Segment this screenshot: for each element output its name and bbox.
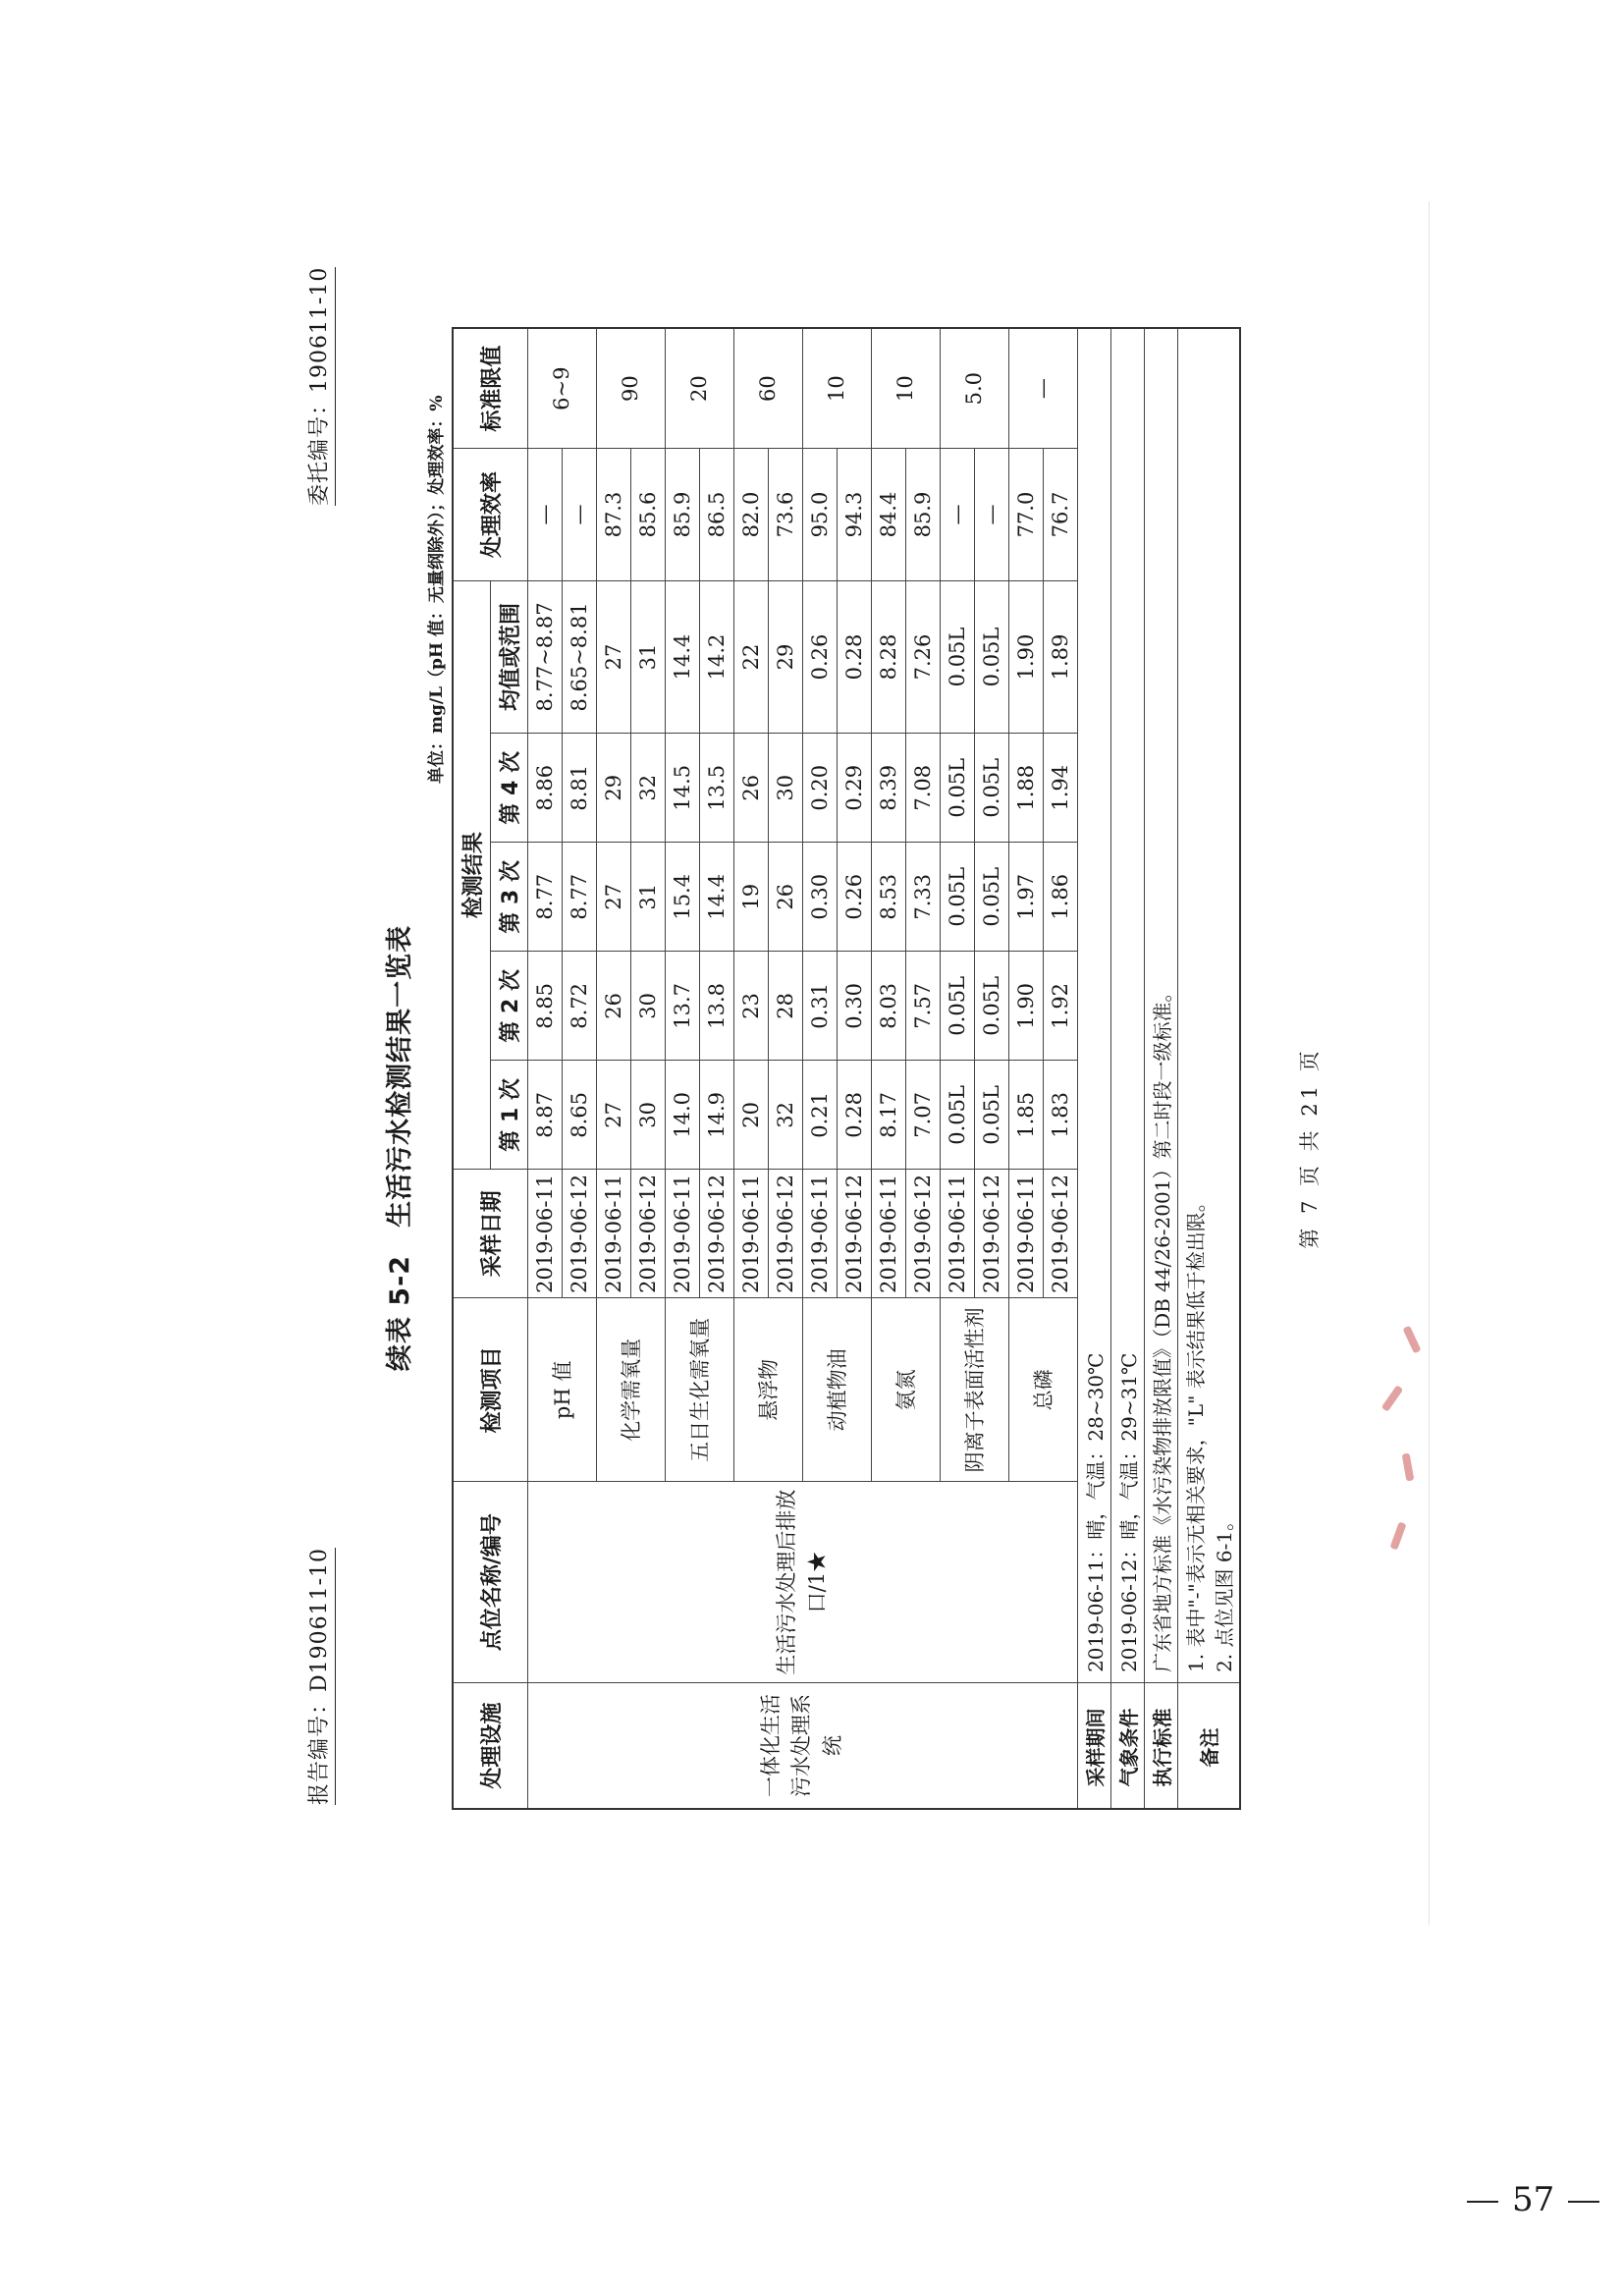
date-cell: 2019-06-11 (733, 1170, 768, 1298)
date-cell: 2019-06-12 (974, 1170, 1008, 1298)
result-2-cell: 13.8 (699, 952, 733, 1061)
facility-cell: 一体化生活污水处理系统 (527, 1682, 1077, 1809)
result-2-cell: 1.92 (1043, 952, 1077, 1061)
result-2-cell: 8.85 (527, 952, 562, 1061)
result-1-cell: 32 (768, 1061, 802, 1170)
item-name-cell: 动植物油 (802, 1298, 871, 1482)
result-2-cell: 0.05L (974, 952, 1008, 1061)
dash-right (1568, 2201, 1599, 2203)
efficiency-cell: — (974, 449, 1008, 580)
remark-line-1: 1. 表中"-"表示无相关要求，"L" 表示结果低于检出限。 (1183, 1192, 1208, 1672)
result-2-cell: 26 (596, 952, 630, 1061)
efficiency-cell: 87.3 (596, 449, 630, 580)
result-4-cell: 26 (733, 734, 768, 843)
results-table (452, 327, 1241, 1810)
result-1-cell: 1.83 (1043, 1061, 1077, 1170)
efficiency-cell: 73.6 (768, 449, 802, 580)
date-cell: 2019-06-11 (940, 1170, 974, 1298)
result-1-cell: 14.9 (699, 1061, 733, 1170)
result-4-cell: 0.29 (837, 734, 871, 843)
result-3-cell: 15.4 (665, 843, 699, 952)
result-3-cell: 0.30 (802, 843, 837, 952)
average-cell: 22 (733, 580, 768, 733)
average-cell: 27 (596, 580, 630, 733)
result-4-cell: 1.94 (1043, 734, 1077, 843)
table-title: 续表 5-2 生活污水检测结果一览表 (385, 924, 415, 1372)
efficiency-cell: — (940, 449, 974, 580)
result-1-cell: 8.87 (527, 1061, 562, 1170)
result-2-cell: 28 (768, 952, 802, 1061)
average-cell: 14.4 (665, 580, 699, 733)
result-3-cell: 0.26 (837, 843, 871, 952)
average-cell: 0.05L (974, 580, 1008, 733)
header-point: 点位名称/编号 (453, 1482, 527, 1683)
item-name-cell: 悬浮物 (733, 1298, 802, 1482)
efficiency-cell: 85.6 (630, 449, 665, 580)
result-2-cell: 0.05L (940, 952, 974, 1061)
remark-label: 备注 (1177, 1682, 1240, 1809)
average-cell: 0.26 (802, 580, 837, 733)
average-cell: 8.28 (871, 580, 905, 733)
date-cell: 2019-06-12 (1043, 1170, 1077, 1298)
result-3-cell: 8.77 (562, 843, 596, 952)
limit-cell: 60 (733, 328, 802, 449)
weather-line-1: 2019-06-11：晴，气温：28~30℃ (1077, 328, 1110, 1682)
page-footer: 第 7 页 共 21 页 (1298, 1047, 1322, 1249)
limit-cell: 10 (871, 328, 940, 449)
efficiency-cell: 84.4 (871, 449, 905, 580)
remark-text (1177, 328, 1240, 1682)
page-number (1453, 2180, 1613, 2219)
header-avg: 均值或范围 (490, 580, 527, 733)
weather-line-2: 2019-06-12：晴，气温：29~31℃ (1110, 328, 1144, 1682)
result-3-cell: 27 (596, 843, 630, 952)
average-cell: 31 (630, 580, 665, 733)
report-number: 报告编号：D190611-10 (302, 1548, 336, 1805)
result-3-cell: 26 (768, 843, 802, 952)
date-cell: 2019-06-11 (802, 1170, 837, 1298)
result-2-cell: 1.90 (1008, 952, 1043, 1061)
date-cell: 2019-06-11 (1008, 1170, 1043, 1298)
efficiency-cell: 85.9 (665, 449, 699, 580)
average-cell: 1.90 (1008, 580, 1043, 733)
result-1-cell: 30 (630, 1061, 665, 1170)
result-2-cell: 7.57 (905, 952, 940, 1061)
result-3-cell: 14.4 (699, 843, 733, 952)
limit-cell: 10 (802, 328, 871, 449)
result-4-cell: 0.20 (802, 734, 837, 843)
result-3-cell: 8.53 (871, 843, 905, 952)
date-cell: 2019-06-12 (837, 1170, 871, 1298)
date-cell: 2019-06-11 (596, 1170, 630, 1298)
average-cell: 29 (768, 580, 802, 733)
dash-left (1467, 2201, 1498, 2203)
item-name-cell: 化学需氧量 (596, 1298, 665, 1482)
result-3-cell: 7.33 (905, 843, 940, 952)
standard-label: 执行标准 (1144, 1682, 1177, 1809)
result-1-cell: 0.05L (974, 1061, 1008, 1170)
header-efficiency: 处理效率 (453, 449, 527, 580)
result-2-cell: 8.03 (871, 952, 905, 1061)
efficiency-cell: 77.0 (1008, 449, 1043, 580)
average-cell: 0.05L (940, 580, 974, 733)
result-2-cell: 0.31 (802, 952, 837, 1061)
efficiency-cell: — (562, 449, 596, 580)
result-4-cell: 13.5 (699, 734, 733, 843)
limit-cell: 6~9 (527, 328, 596, 449)
limit-cell: 20 (665, 328, 733, 449)
weather-label: 气象条件 (1110, 1682, 1144, 1809)
result-4-cell: 32 (630, 734, 665, 843)
results-body (527, 328, 1077, 1809)
limit-cell: 5.0 (940, 328, 1008, 449)
efficiency-cell: 76.7 (1043, 449, 1077, 580)
date-cell: 2019-06-12 (905, 1170, 940, 1298)
header-date: 采样日期 (453, 1170, 527, 1298)
result-3-cell: 8.77 (527, 843, 562, 952)
date-cell: 2019-06-12 (768, 1170, 802, 1298)
result-4-cell: 8.81 (562, 734, 596, 843)
page-number-value: 57 (1512, 2180, 1555, 2219)
header-n1: 第 1 次 (490, 1061, 527, 1170)
result-4-cell: 0.05L (940, 734, 974, 843)
result-1-cell: 7.07 (905, 1061, 940, 1170)
result-1-cell: 8.65 (562, 1061, 596, 1170)
remark-line-2: 2. 点位见图 6-1。 (1212, 1510, 1236, 1672)
result-3-cell: 19 (733, 843, 768, 952)
result-4-cell: 0.05L (974, 734, 1008, 843)
limit-cell: — (1008, 328, 1077, 449)
limit-cell: 90 (596, 328, 665, 449)
point-cell: 生活污水处理后排放口/1★ (527, 1482, 1077, 1683)
result-3-cell: 0.05L (974, 843, 1008, 952)
header-item: 检测项目 (453, 1298, 527, 1482)
item-name-cell: 阴离子表面活性剂 (940, 1298, 1008, 1482)
item-name-cell: 五日生化需氧量 (665, 1298, 733, 1482)
average-cell: 8.77~8.87 (527, 580, 562, 733)
result-4-cell: 7.08 (905, 734, 940, 843)
average-cell: 14.2 (699, 580, 733, 733)
result-4-cell: 29 (596, 734, 630, 843)
efficiency-cell: — (527, 449, 562, 580)
result-1-cell: 14.0 (665, 1061, 699, 1170)
date-cell: 2019-06-11 (871, 1170, 905, 1298)
header-n3: 第 3 次 (490, 843, 527, 952)
average-cell: 1.89 (1043, 580, 1077, 733)
average-cell: 7.26 (905, 580, 940, 733)
result-1-cell: 0.05L (940, 1061, 974, 1170)
date-cell: 2019-06-11 (527, 1170, 562, 1298)
result-4-cell: 1.88 (1008, 734, 1043, 843)
period-label: 采样期间 (1077, 1682, 1110, 1809)
average-cell: 8.65~8.81 (562, 580, 596, 733)
date-cell: 2019-06-12 (699, 1170, 733, 1298)
result-1-cell: 20 (733, 1061, 768, 1170)
entrust-number: 委托编号：190611-10 (302, 267, 336, 506)
result-1-cell: 0.21 (802, 1061, 837, 1170)
result-1-cell: 27 (596, 1061, 630, 1170)
efficiency-cell: 94.3 (837, 449, 871, 580)
result-1-cell: 8.17 (871, 1061, 905, 1170)
header-n4: 第 4 次 (490, 734, 527, 843)
efficiency-cell: 95.0 (802, 449, 837, 580)
result-3-cell: 31 (630, 843, 665, 952)
efficiency-cell: 82.0 (733, 449, 768, 580)
efficiency-cell: 86.5 (699, 449, 733, 580)
result-1-cell: 1.85 (1008, 1061, 1043, 1170)
result-4-cell: 30 (768, 734, 802, 843)
header-n2: 第 2 次 (490, 952, 527, 1061)
result-2-cell: 13.7 (665, 952, 699, 1061)
header-facility: 处理设施 (453, 1682, 527, 1809)
red-stamp-mark (1375, 1294, 1434, 1550)
date-cell: 2019-06-11 (665, 1170, 699, 1298)
result-1-cell: 0.28 (837, 1061, 871, 1170)
item-name-cell: 氨氮 (871, 1298, 940, 1482)
header-limit: 标准限值 (453, 328, 527, 449)
item-name-cell: 总磷 (1008, 1298, 1077, 1482)
header-results: 检测结果 (453, 580, 490, 1170)
date-cell: 2019-06-12 (630, 1170, 665, 1298)
result-3-cell: 0.05L (940, 843, 974, 952)
date-cell: 2019-06-12 (562, 1170, 596, 1298)
result-2-cell: 0.30 (837, 952, 871, 1061)
result-2-cell: 23 (733, 952, 768, 1061)
standard-text: 广东省地方标准《水污染物排放限值》（DB 44/26-2001）第二时段一级标准。 (1144, 328, 1177, 1682)
unit-note: 单位：mg/L（pH 值：无量纲除外）；处理效率：% (427, 395, 447, 784)
result-4-cell: 14.5 (665, 734, 699, 843)
result-4-cell: 8.39 (871, 734, 905, 843)
result-2-cell: 30 (630, 952, 665, 1061)
average-cell: 0.28 (837, 580, 871, 733)
efficiency-cell: 85.9 (905, 449, 940, 580)
table-row (527, 328, 562, 1809)
result-3-cell: 1.97 (1008, 843, 1043, 952)
result-4-cell: 8.86 (527, 734, 562, 843)
result-3-cell: 1.86 (1043, 843, 1077, 952)
item-name-cell: pH 值 (527, 1298, 596, 1482)
result-2-cell: 8.72 (562, 952, 596, 1061)
